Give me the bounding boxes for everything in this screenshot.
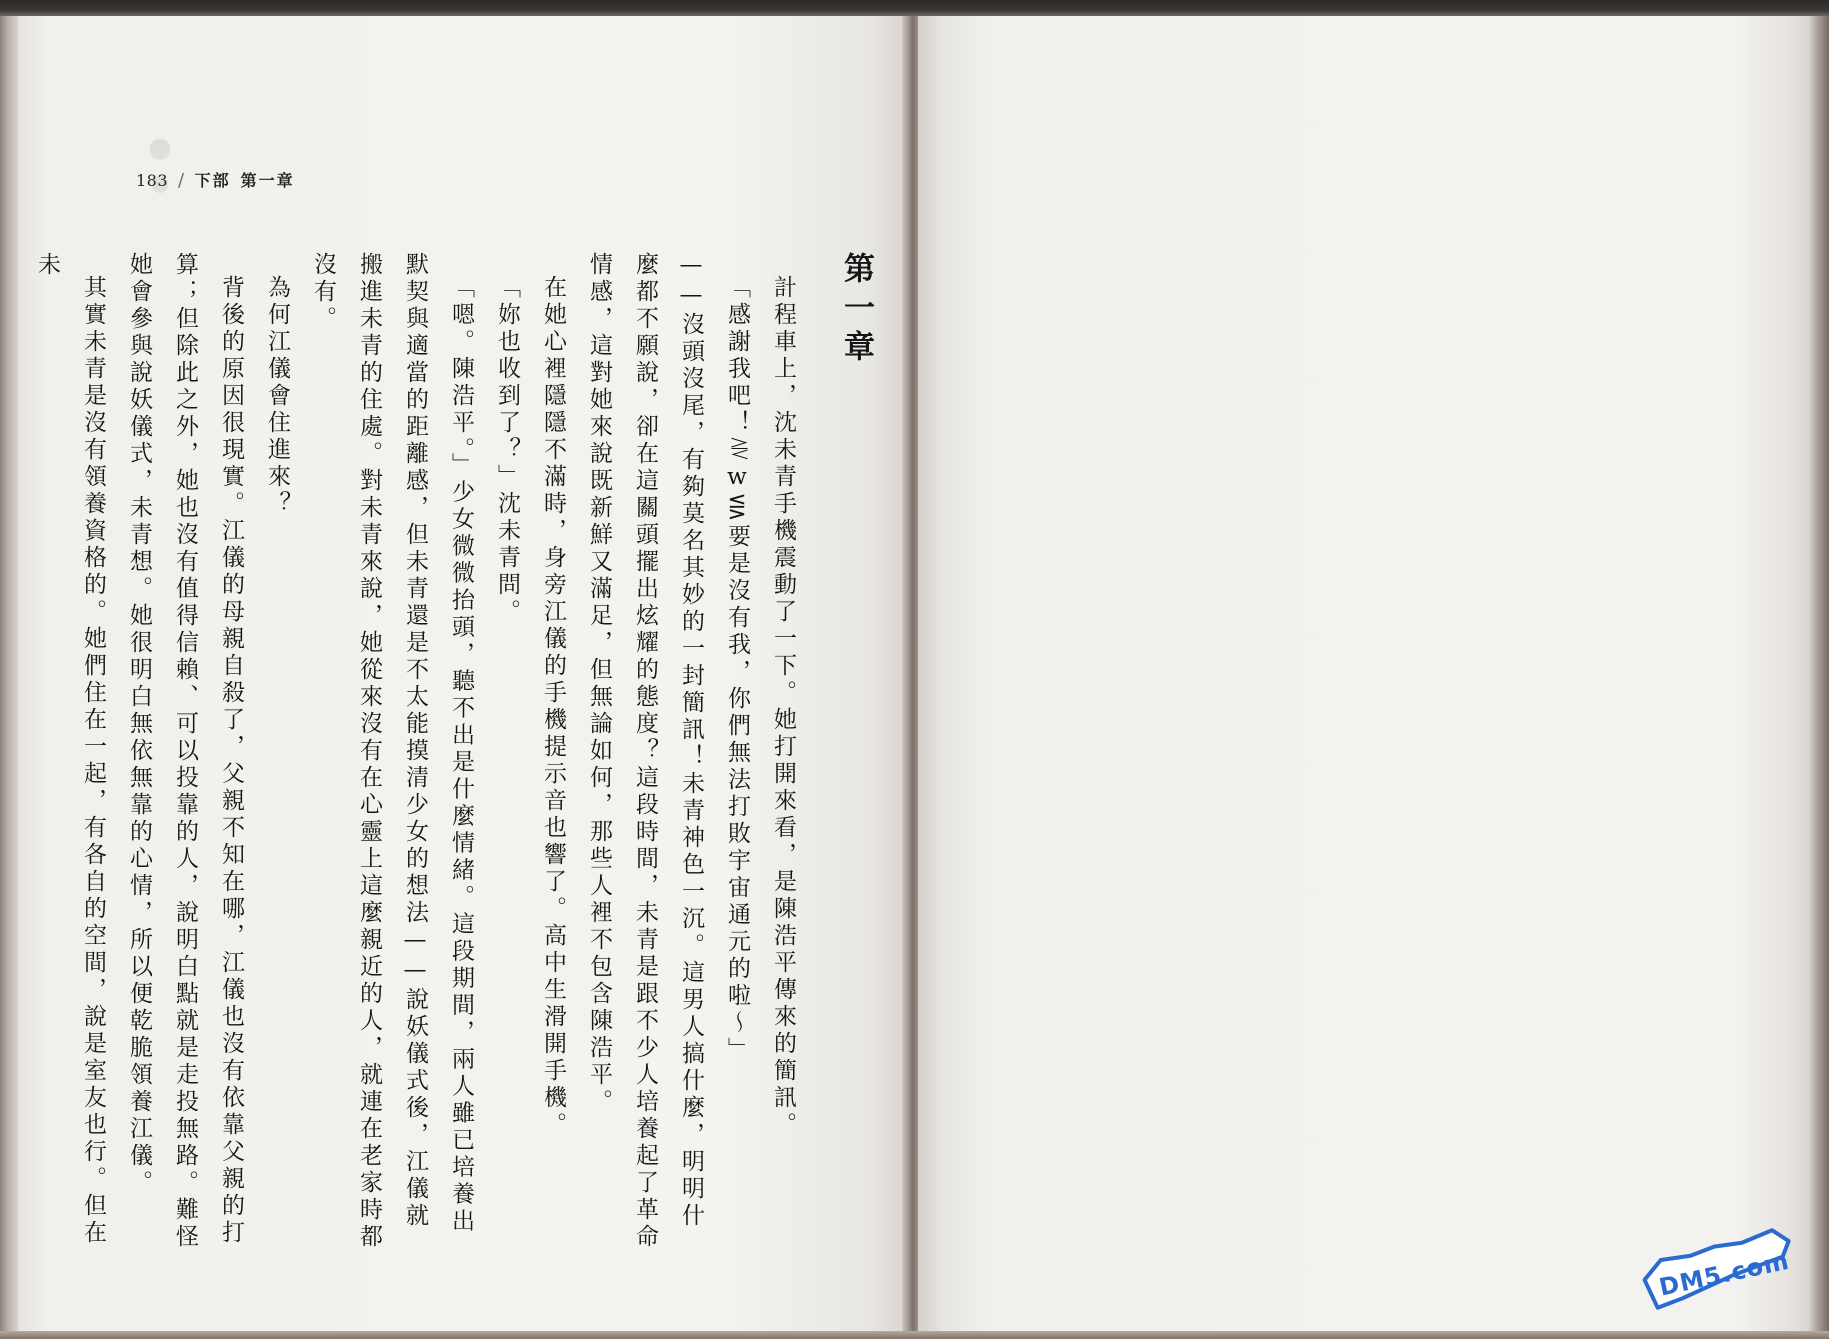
left-page — [18, 16, 908, 1331]
vertical-text-area — [34, 252, 876, 1252]
paragraph-2: 「感謝我吧！⋛w⋚要是沒有我，你們無法打敗宇宙通元的啦〜」 — [724, 275, 750, 1064]
paragraph-3: ——沒頭沒尾，有夠莫名其妙的一封簡訊！未青神色一沉。這男人搞什麼，明明什麼都不願說，卻在這關頭擺出炫耀的態度？這段時間，未青是跟不少人培養起了革命情感，這對她來說既新鮮又滿足，但無論如何，那些人裡不包含陳浩平。 — [586, 252, 704, 1251]
running-head — [136, 168, 295, 191]
paragraph-1: 計程車上，沈未青手機震動了一下。她打開來看，是陳浩平傳來的簡訊。 — [770, 275, 796, 1139]
paragraph-5: 「妳也收到了？」沈未青問。 — [494, 275, 520, 626]
paragraph-6: 「嗯。陳浩平。」少女微微抬頭，聽不出是什麼情緒。這段期間，兩人雖已培養出默契與適當的距離感，但未青還是不太能摸清少女的想法——說妖儀式後，江儀就搬進未青的住處。對未青來說，她從來沒有在心靈上這麼親近的人，就連在老家時都沒有。 — [310, 252, 474, 1251]
paragraph-9: 其實未青是沒有領養資格的。她們住在一起，有各自的空間，說是室友也行。但在未 — [34, 252, 106, 1247]
right-page — [918, 16, 1813, 1331]
chapter-label: 第一章 — [240, 171, 295, 190]
chapter-title: 第一章 — [838, 252, 874, 369]
svg-text:DM5.com: DM5.com — [1656, 1246, 1792, 1302]
running-head-separator: / — [178, 170, 185, 191]
bleed-through-mark — [140, 116, 180, 211]
paragraph-7: 為何江儀會住進來？ — [264, 275, 290, 518]
paragraph-4: 在她心裡隱隱不滿時，身旁江儀的手機提示音也響了。高中生滑開手機。 — [540, 275, 566, 1139]
scanner-top-edge — [0, 0, 1829, 16]
page-edge — [1809, 16, 1829, 1331]
part-label: 下部 — [194, 171, 231, 190]
paragraph-8: 背後的原因很現實。江儀的母親自殺了，父親不知在哪，江儀也沒有依靠父親的打算；但除此之外，她也沒有值得信賴、可以投靠的人，說明白點就是走投無路。難怪她會參與說妖儀式，未青想。她很明白無依無靠的心情，所以便乾脆領養江儀。 — [126, 252, 244, 1251]
scanner-bottom-edge — [0, 1331, 1829, 1339]
page-number: 183 — [136, 171, 169, 190]
